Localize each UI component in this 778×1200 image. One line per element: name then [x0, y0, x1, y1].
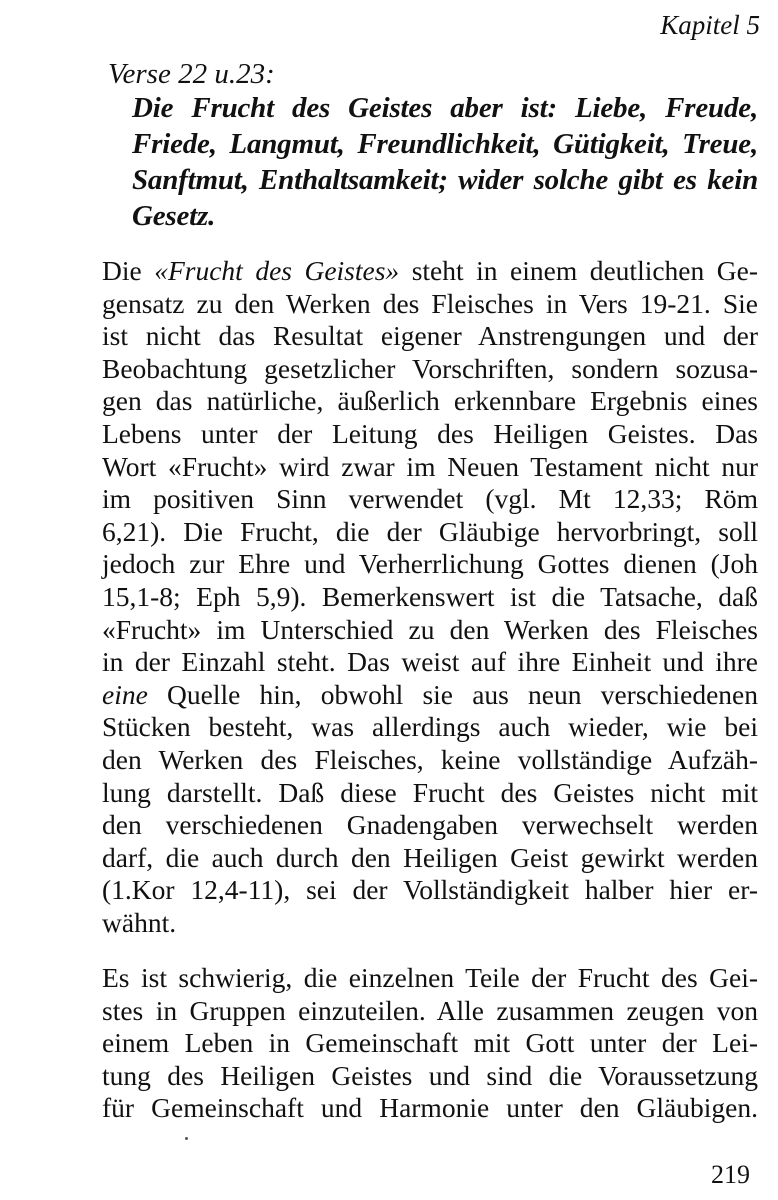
chapter-header: Kapitel 5	[660, 10, 760, 40]
text-line: 15,1-8; Eph 5,9). Bemerkenswert ist die Tatsache, daß	[102, 580, 758, 612]
paragraph-2	[102, 962, 758, 1125]
verse-quote	[132, 90, 758, 234]
verse-line: Sanftmut, Enthaltsamkeit; wider solche gibt es kein	[132, 164, 758, 196]
text-line: (1.Kor 12,4-11), sei der Vollständigkeit halber hier er-	[102, 874, 758, 906]
text-line: «Frucht» im Unterschied zu den Werken des Fleisches	[102, 613, 758, 645]
text-line: gensatz zu den Werken des Fleisches in Vers 19-21. Sie	[102, 287, 758, 319]
text-line: 6,21). Die Frucht, die der Gläubige hervorbringt, soll	[102, 515, 758, 547]
text-line: Die «Frucht des Geistes» steht in einem deutlichen Ge-	[102, 255, 758, 286]
text-line: Es ist schwierig, die einzelnen Teile der Frucht des Gei-	[102, 962, 758, 993]
text-line: jedoch zur Ehre und Verherrlichung Gottes dienen (Joh	[102, 548, 758, 580]
text-line: Beobachtung gesetzlicher Vorschriften, sondern sozusa-	[102, 352, 758, 384]
text-line: im positiven Sinn verwendet (vgl. Mt 12,33; Röm	[102, 483, 758, 515]
text-line: eine Quelle hin, obwohl sie aus neun verschiedenen	[102, 678, 758, 710]
paragraph-1	[102, 255, 758, 939]
verse-line: Die Frucht des Geistes aber ist: Liebe, Freude,	[132, 92, 758, 124]
emphasis: «Frucht des Geistes»	[154, 255, 400, 286]
text-line: den Werken des Fleisches, keine vollständige Aufzäh-	[102, 743, 758, 775]
text-line: einem Leben in Gemeinschaft mit Gott unter der Lei-	[102, 1027, 758, 1059]
verse-reference: Verse 22 u.23:	[108, 58, 275, 90]
text-line: den verschiedenen Gnadengaben verwechselt werden	[102, 809, 758, 841]
text-line: Lebens unter der Leitung des Heiligen Geistes. Das	[102, 417, 758, 449]
verse-line: Gesetz.	[132, 200, 216, 232]
text-line: Wort «Frucht» wird zwar im Neuen Testament nicht nur	[102, 450, 758, 482]
verse-line: Friede, Langmut, Freundlichkeit, Gütigkeit, Treue,	[132, 128, 758, 160]
text-line: Stücken besteht, was allerdings auch wieder, wie bei	[102, 711, 758, 743]
text-line: wähnt.	[102, 906, 177, 938]
emphasis: eine	[102, 678, 148, 710]
text-line: tung des Heiligen Geistes und sind die Voraussetzung	[102, 1059, 758, 1091]
page-number: 219	[711, 1160, 750, 1189]
text-line: darf, die auch durch den Heiligen Geist gewirkt werden	[102, 841, 758, 873]
text-line: für Gemeinschaft und Harmonie unter den Gläubigen.	[102, 1092, 758, 1124]
scan-speck	[185, 1137, 188, 1140]
text-line: gen das natürliche, äußerlich erkennbare Ergebnis eines	[102, 385, 758, 417]
text-line: in der Einzahl steht. Das weist auf ihre Einheit und ihre	[102, 646, 758, 678]
text-line: stes in Gruppen einzuteilen. Alle zusammen zeugen von	[102, 994, 758, 1026]
text-line: ist nicht das Resultat eigener Anstrengungen und der	[102, 320, 758, 352]
text-line: lung darstellt. Daß diese Frucht des Geistes nicht mit	[102, 776, 758, 808]
